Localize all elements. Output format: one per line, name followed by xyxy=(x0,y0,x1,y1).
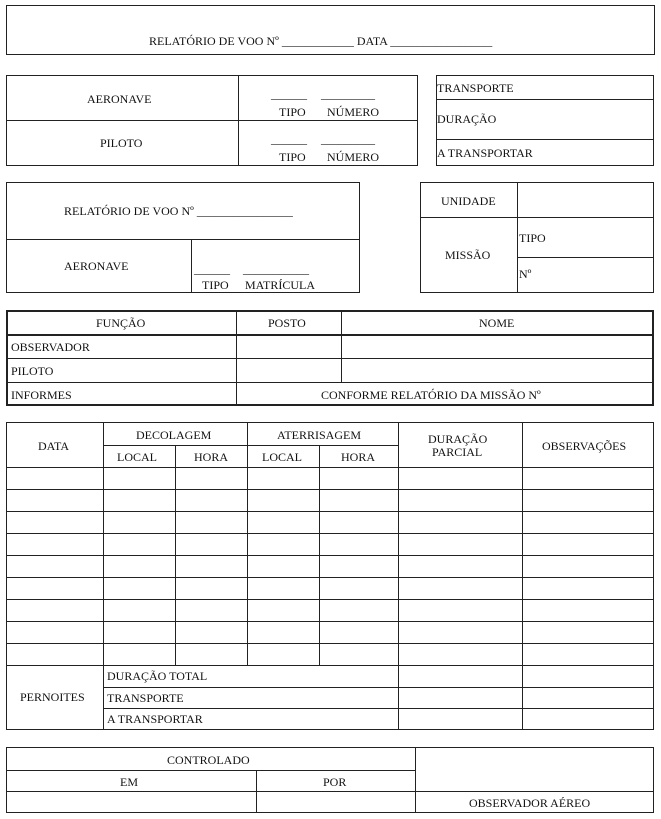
funcao-header: FUNÇÃO xyxy=(96,316,146,330)
a-transportar-label: A TRANSPORTAR xyxy=(437,146,533,160)
piloto-numero-label: NÚMERO xyxy=(327,150,380,164)
aeronave-matricula-blank[interactable]: ___________ xyxy=(243,262,309,276)
controlado-label: CONTROLADO xyxy=(167,753,250,767)
aircraft-pilot-box xyxy=(6,75,418,166)
aeronave-numero-blank[interactable]: _________ xyxy=(321,87,375,101)
duracao-parcial-header-1: DURAÇÃO xyxy=(428,432,488,446)
duracao-total-label: DURAÇÃO TOTAL xyxy=(107,669,208,683)
decolagem-hora-header: HORA xyxy=(194,450,229,464)
duracao-label: DURAÇÃO xyxy=(437,112,497,126)
piloto-tipo-label: TIPO xyxy=(279,150,306,164)
date-label: DATA xyxy=(356,34,388,48)
piloto-row-label: PILOTO xyxy=(11,364,54,378)
report-number-blank[interactable]: ____________ xyxy=(281,34,354,48)
control-footer xyxy=(6,747,654,813)
aeronave-tipo-blank-2[interactable]: ______ xyxy=(194,262,230,276)
decolagem-header: DECOLAGEM xyxy=(136,428,212,442)
report-number-label: RELATÓRIO DE VOO Nº xyxy=(149,34,279,48)
missao-tipo-label: TIPO xyxy=(519,231,546,245)
report-header xyxy=(6,5,655,55)
transport-box xyxy=(436,75,654,166)
observador-aereo-label: OBSERVADOR AÉREO xyxy=(469,796,591,810)
piloto-label: PILOTO xyxy=(100,136,143,150)
report-number-line-2 xyxy=(64,204,293,218)
aeronave-label-2: AERONAVE xyxy=(64,259,129,273)
piloto-numero-blank[interactable]: _________ xyxy=(321,132,375,146)
report-number-blank-2[interactable]: ________________ xyxy=(196,204,293,218)
aeronave-label: AERONAVE xyxy=(87,92,152,106)
date-blank[interactable]: _________________ xyxy=(390,34,493,48)
conforme-relatorio-label: CONFORME RELATÓRIO DA MISSÃO Nº xyxy=(321,388,541,402)
aeronave-tipo-blank[interactable]: ______ xyxy=(271,87,307,101)
crew-table xyxy=(6,310,654,406)
aterrisagem-local-header: LOCAL xyxy=(262,450,302,464)
report-number-line xyxy=(149,34,492,48)
observacoes-header: OBSERVAÇÕES xyxy=(542,439,627,453)
duracao-parcial-header-2: PARCIAL xyxy=(432,445,483,459)
aterrisagem-header: ATERRISAGEM xyxy=(277,428,362,442)
report-aircraft-box xyxy=(6,182,360,293)
unit-mission-box xyxy=(420,182,654,293)
flight-log-table xyxy=(6,422,654,730)
posto-header: POSTO xyxy=(268,316,306,330)
transporte-label: TRANSPORTE xyxy=(437,81,514,95)
missao-label: MISSÃO xyxy=(445,248,491,262)
missao-numero-label: Nº xyxy=(519,267,532,281)
decolagem-local-header: LOCAL xyxy=(117,450,157,464)
report-number-label-2: RELATÓRIO DE VOO Nº xyxy=(64,204,194,218)
observador-row-label: OBSERVADOR xyxy=(11,340,90,354)
a-transportar-total-label: A TRANSPORTAR xyxy=(107,712,203,726)
aeronave-numero-label: NÚMERO xyxy=(327,105,380,119)
data-header: DATA xyxy=(38,439,70,453)
aterrisagem-hora-header: HORA xyxy=(341,450,376,464)
transporte-total-label: TRANSPORTE xyxy=(107,691,184,705)
por-label: POR xyxy=(323,775,347,789)
unidade-label: UNIDADE xyxy=(441,194,496,208)
pernoites-label: PERNOITES xyxy=(20,690,85,704)
aeronave-tipo-label: TIPO xyxy=(279,105,306,119)
aeronave-matricula-label: MATRÍCULA xyxy=(245,278,316,292)
aeronave-tipo-label-2: TIPO xyxy=(202,278,229,292)
nome-header: NOME xyxy=(479,316,515,330)
em-label: EM xyxy=(120,775,138,789)
informes-row-label: INFORMES xyxy=(11,388,72,402)
piloto-tipo-blank[interactable]: ______ xyxy=(271,132,307,146)
